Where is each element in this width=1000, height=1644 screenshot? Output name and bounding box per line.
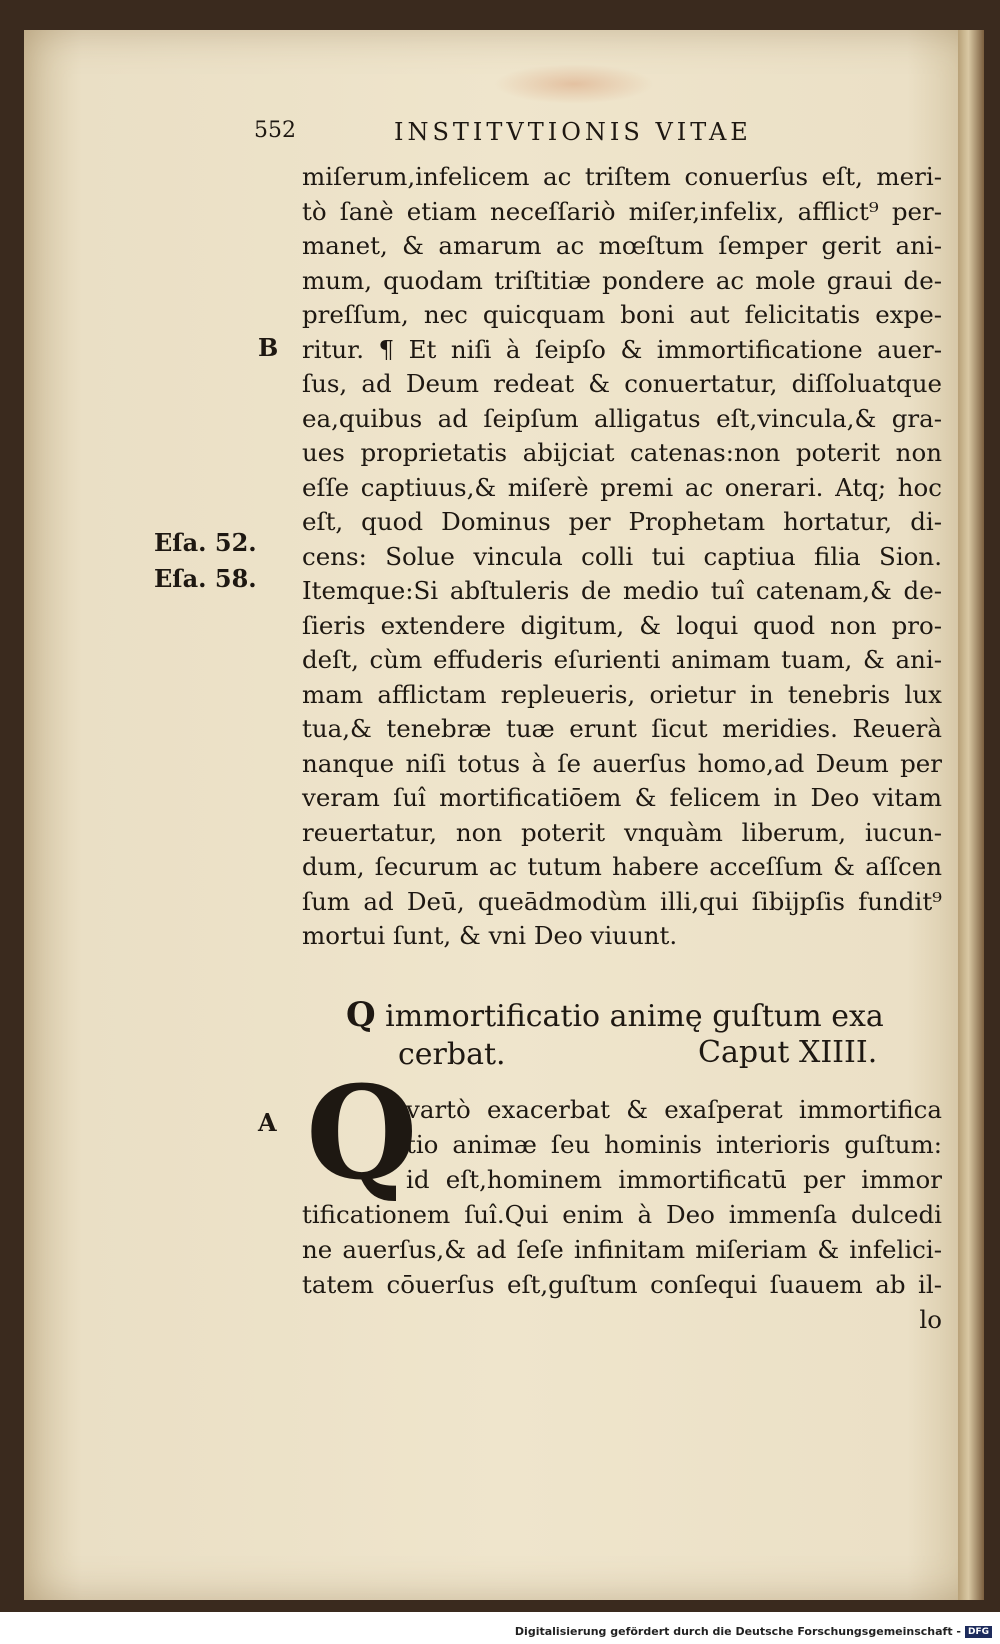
text-line: miſerum,infelicem ac triſtem conuerſus eſt, meri- [302,162,942,191]
text-line: veram ſuî mortificatiōem & felicem in Deo vitam [302,783,942,812]
margin-letter-b: B [258,333,279,362]
decorated-initial: Q [306,1059,418,1209]
chapter-title-part2: cerbat. [398,1037,506,1072]
page-edge [958,30,984,1600]
text-line: dum, ſecurum ac tutum habere acceſſum & aſſcen [302,852,942,881]
text-line: tio animæ ſeu hominis interioris guſtum: [406,1130,942,1159]
text-line: ſus, ad Deum redeat & conuertatur, diſſoluatque [302,369,942,398]
text-line: nanque niſi totus à ſe auerſus homo,ad Deum per [302,748,942,778]
dfg-logo: DFG [965,1626,992,1638]
chapter-title-part1: immortificatio animę guſtum exa [385,999,884,1034]
text-line: tua,& tenebræ tuæ erunt ſicut meridies. Reuerà [302,714,942,743]
text-line: Itemque:Si abſtuleris de medio tuî catenam,& de- [302,576,942,605]
text-line: ſum ad Deū, queādmodùm illi,qui ſibijpſis fundit⁹ [302,886,942,916]
text-line: ea,quibus ad ſeipſum alligatus eſt,vincula,& gra- [302,403,942,433]
catchword: lo [919,1305,942,1334]
credit-text: Digitalisierung gefördert durch die Deutsche Forschungsgemeinschaft - [514,1625,961,1638]
margin-letter-a: A [258,1108,277,1137]
text-line: mam afflictam repleueris, orietur in tenebris lux [302,679,942,709]
text-line: reuertatur, non poterit vnquàm liberum, iucun- [302,817,942,847]
chapter-text-block [302,1092,942,1337]
margin-note-esa52: Eſa. 52. [154,528,257,557]
text-line: vartò exacerbat & exaſperat immortifica [406,1095,942,1124]
digitization-credit [515,1625,992,1638]
text-line: ues proprietatis abijciat catenas:non poterit non [302,438,942,467]
text-line: mortui ſunt, & vni Deo viuunt. [302,921,678,950]
text-line: cens: Solue vincula colli tui captiua filia Sion. [302,541,942,571]
page-number: 552 [254,118,296,143]
text-line: deſt, cùm effuderis eſurienti animam tuam, & ani- [302,645,942,674]
text-line: id eſt,hominem immortificatū per immor [406,1165,942,1194]
text-line: eſt, quod Dominus per Prophetam hortatur, di- [302,507,942,536]
main-text-block [302,160,942,954]
chapter-number: Caput XIIII. [698,1035,878,1070]
text-line: ne auerſus,& ad ſeſe infinitam miſeriam & infelici- [302,1235,942,1264]
chapter-heading [346,996,946,1074]
text-line: manet, & amarum ac mœſtum ſemper gerit ani- [302,231,942,260]
chapter-heading-line1 [346,996,946,1036]
margin-note-esa58: Eſa. 58. [154,564,257,593]
chapter-q-abbrev: Q [346,995,376,1035]
text-line: tificationem ſuî.Qui enim à Deo immenſa dulcedi [302,1200,942,1229]
text-line: mum, quodam triſtitiæ pondere ac mole graui de- [302,265,942,295]
page-stain [494,64,654,104]
text-line: eſſe captiuus,& miſerè premi ac onerari. Atq; hoc [302,472,942,502]
text-line: ſieris extendere digitum, & loqui quod non pro- [302,610,942,640]
text-line: tò ſanè etiam neceſſariò miſer,infelix, afflict⁹ per- [302,196,942,226]
text-line: preſſum, nec quicquam boni aut felicitatis expe- [302,300,942,329]
running-title: INSTITVTIONIS VITAE [394,118,752,146]
text-line: ritur. ¶ Et niſi à ſeipſo & immortificatione auer- [302,334,942,364]
text-line: tatem cōuerſus eſt,guſtum conſequi ſuauem ab il- [302,1270,942,1299]
